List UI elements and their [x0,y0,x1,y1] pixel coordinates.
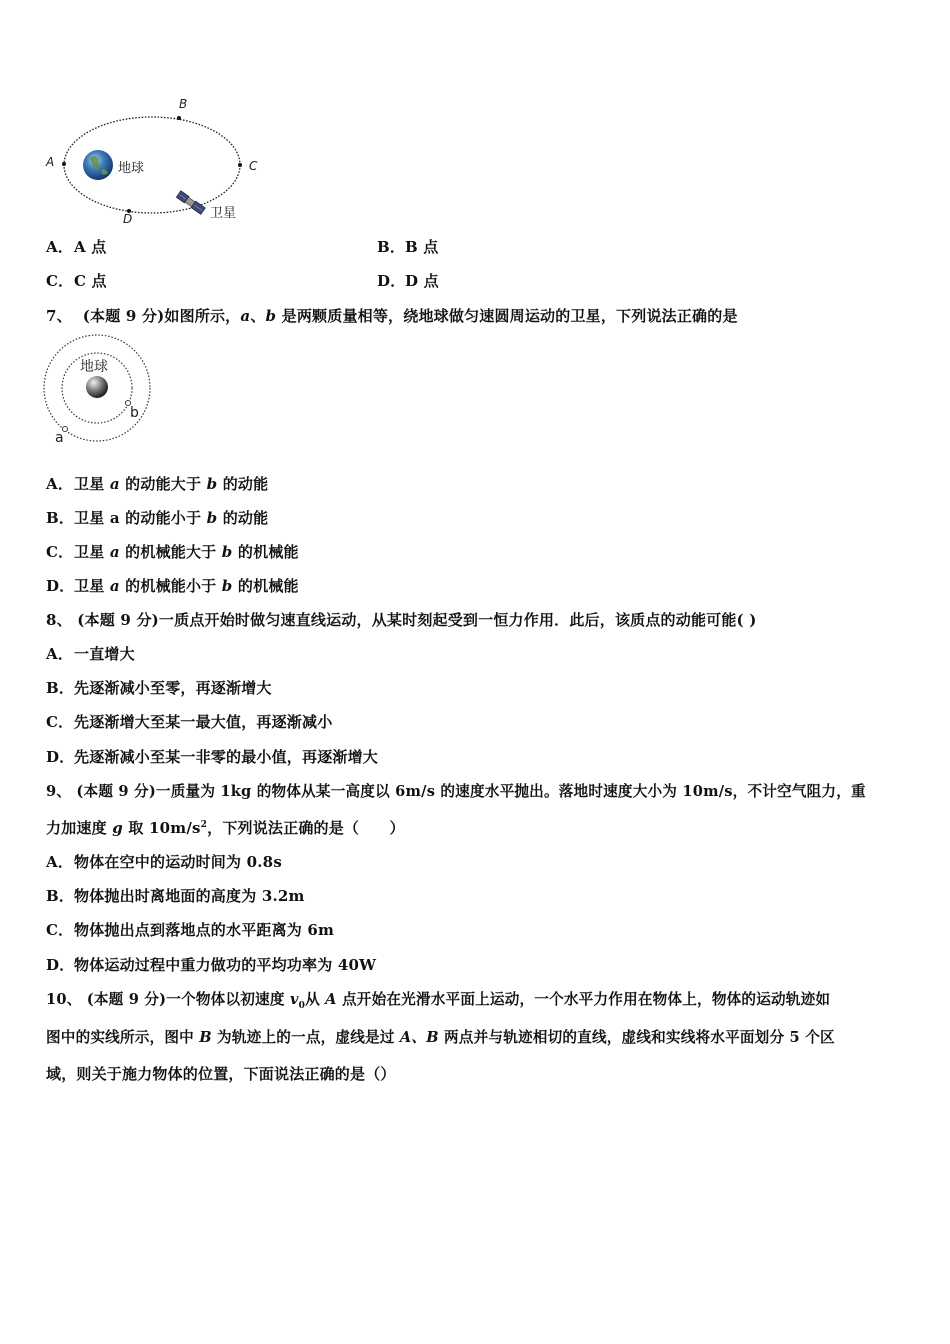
q6-option-d[interactable]: D．D 点 [377,272,439,290]
q8-stem: 8、 (本题 9 分)一质点开始时做匀速直线运动，从某时刻起受到一恒力作用．此后，该质点的动能可能( ) [46,611,757,629]
q9-option-c[interactable]: C．物体抛出点到落地点的水平距离为 6m [46,921,335,939]
q8-option-c[interactable]: C．先逐渐增大至某一最大值，再逐渐减小 [46,713,333,731]
q6-option-b[interactable]: B．B 点 [377,238,439,256]
q9-option-b[interactable]: B．物体抛出时离地面的高度为 3.2m [46,887,305,905]
q6-option-a[interactable]: A．A 点 [46,238,107,256]
point-a-dot [62,162,66,166]
satellite-label: 卫星 [210,206,237,221]
label-b: B [179,97,188,111]
q7-option-d[interactable]: D．卫星 a 的机械能小于 b 的机械能 [46,577,299,595]
q9-stem-line-1: 9、 (本题 9 分)一质量为 1kg 的物体从某一高度以 6m/s 的速度水平抛出。落地时速度大小为 10m/s，不计空气阻力，重 [46,783,866,800]
fig7-earth-label: 地球 [80,359,108,375]
q6-option-c[interactable]: C．C 点 [46,272,107,290]
label-a: A [46,155,55,169]
q10-stem-line-2: 图中的实线所示，图中 B 为轨迹上的一点，虚线是过 A、B 两点并与轨迹相切的直线，虚线和实线将水平面划分 5 个区 [46,1029,835,1046]
circular-orbits-figure [40,332,160,447]
q10-stem-line-1: 10、 (本题 9 分)一个物体以初速度 $v_0$从 A 点开始在光滑水平面上运动，一个水平力作用在物体上，物体的运动轨迹如 [46,991,831,1011]
q8-option-d[interactable]: D．先逐渐减小至某一非零的最小值，再逐渐增大 [46,748,379,766]
q8-option-a[interactable]: A．一直增大 [46,645,135,663]
q9-option-d[interactable]: D．物体运动过程中重力做功的平均功率为 40W [46,956,377,974]
label-d: D [123,212,133,226]
q7-option-a[interactable]: A．卫星 a 的动能大于 b 的动能 [46,475,269,493]
fig7-a-label: a [55,430,64,446]
q9-option-a[interactable]: A．物体在空中的运动时间为 0.8s [46,853,282,871]
point-c-dot [238,163,242,167]
q9-stem-line-2: 力加速度 g 取 $10m/s^2$，下列说法正确的是（ ） [46,819,405,837]
q7-stem: 7、 (本题 9 分)如图所示，a、b 是两颗质量相等，绕地球做匀速圆周运动的卫星，下列说法正确的是 [46,307,738,325]
earth-label: 地球 [118,161,145,176]
orbit-figure [40,92,280,232]
q10-stem-line-3: 域，则关于施力物体的位置，下面说法正确的是（） [46,1065,396,1083]
label-c: C [249,159,258,173]
point-b-dot [177,116,181,120]
q8-option-b[interactable]: B．先逐渐减小至零，再逐渐增大 [46,679,272,697]
q7-option-b[interactable]: B．卫星 a 的动能小于 b 的动能 [46,509,269,527]
fig7-b-label: b [130,405,139,421]
earth-ball-icon [86,376,108,398]
q7-option-c[interactable]: C．卫星 a 的机械能大于 b 的机械能 [46,543,299,561]
